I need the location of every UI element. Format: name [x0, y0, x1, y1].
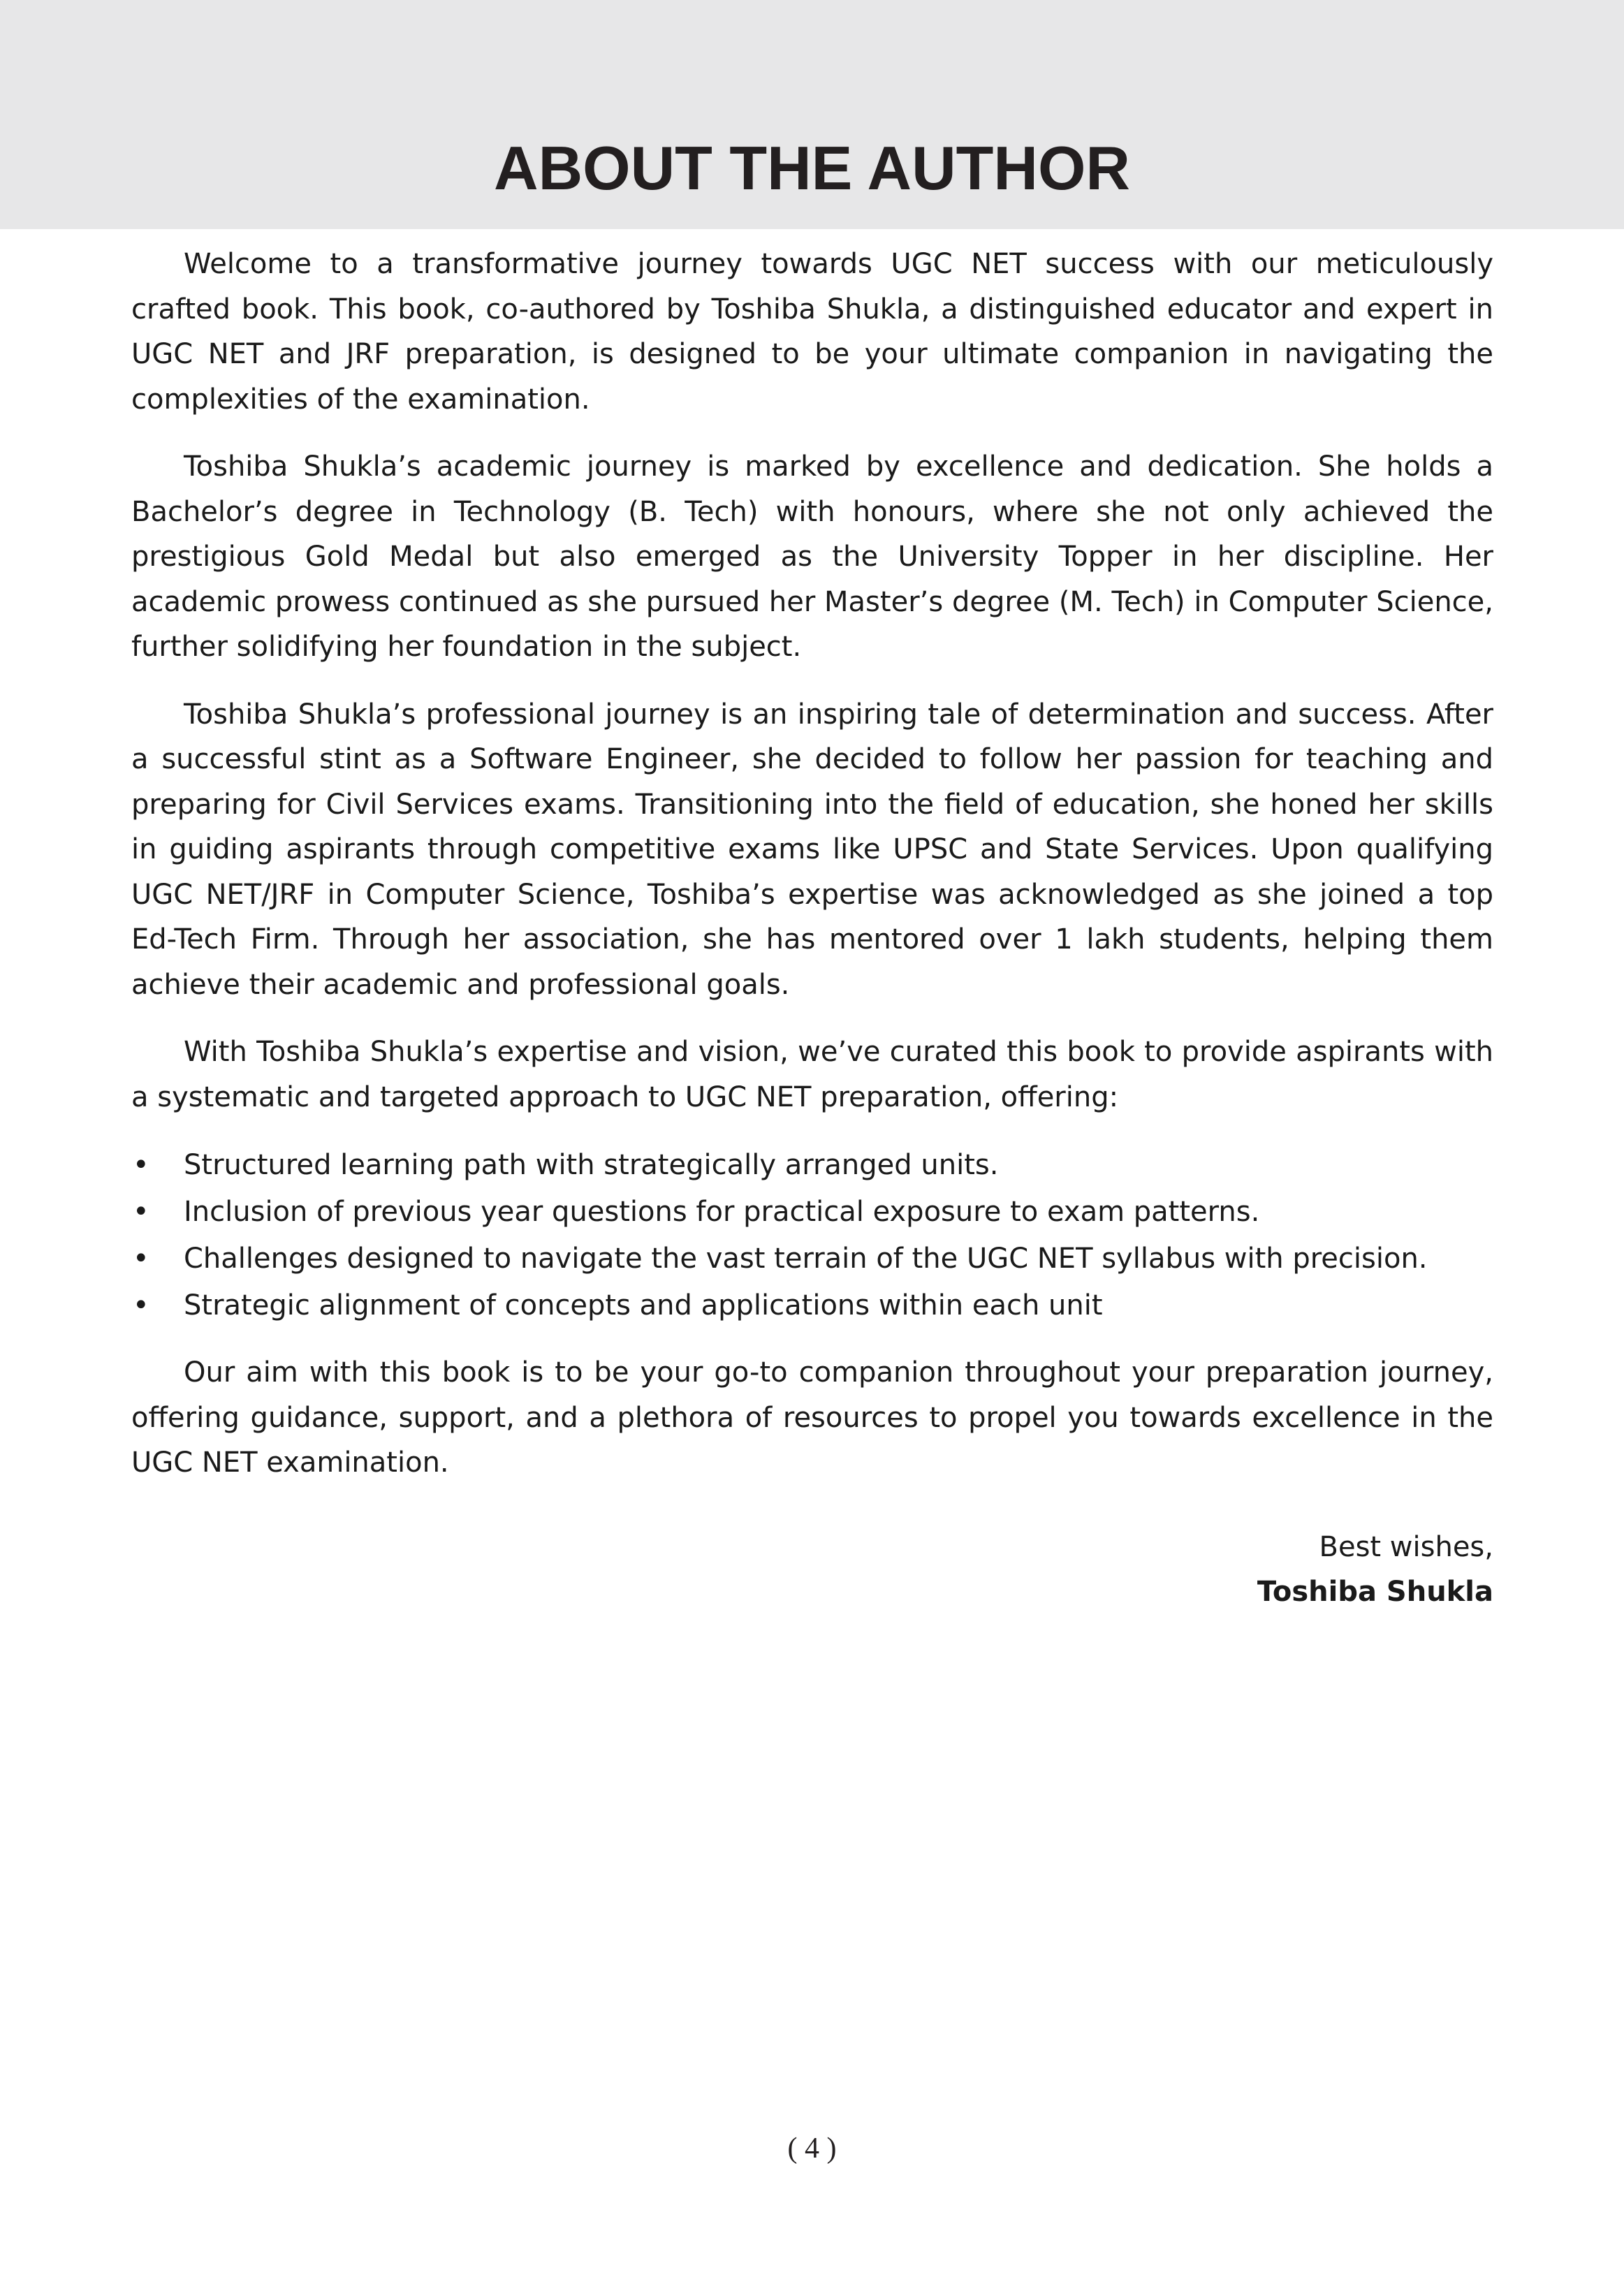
list-item	[131, 1236, 1493, 1282]
closing-paragraph: Our aim with this book is to be your go-to companion throughout your preparation journey, offering guidance, support, and a plethora of resources to propel you towards excellence in the UGC NET examination.	[131, 1356, 1493, 1479]
list-item-text: Challenges designed to navigate the vast terrain of the UGC NET syllabus with precision.	[184, 1243, 1428, 1275]
bullet-icon: •	[133, 1196, 149, 1228]
academic-paragraph: Toshiba Shukla’s academic journey is marked by excellence and dedication. She holds a Bachelor’s degree in Technology (B. Tech) with honours, where she not only achieved the prestigious Gold Medal but also emerged as the University Topper in her discipline. Her academic prowess continued as she pursued her Master’s degree (M. Tech) in Computer Science, further solidifying her foundation in the subject.	[131, 451, 1493, 663]
bullet-icon: •	[133, 1149, 149, 1181]
offering-paragraph: With Toshiba Shukla’s expertise and vision, we’ve curated this book to provide aspirants with a systematic and targeted approach to UGC NET preparation, offering:	[131, 1036, 1493, 1113]
page-content	[131, 242, 1493, 1614]
page-number: ( 4 )	[787, 2132, 837, 2165]
signoff	[131, 1525, 1493, 1614]
list-item-text: Structured learning path with strategically arranged units.	[184, 1149, 999, 1181]
bullet-icon: •	[133, 1243, 149, 1275]
signoff-greeting: Best wishes,	[1319, 1530, 1493, 1563]
list-item	[131, 1282, 1493, 1329]
offering-list	[131, 1142, 1493, 1329]
list-item-text: Inclusion of previous year questions for practical exposure to exam patterns.	[184, 1196, 1260, 1228]
list-item-text: Strategic alignment of concepts and applications within each unit	[184, 1289, 1103, 1322]
professional-paragraph: Toshiba Shukla’s professional journey is an inspiring tale of determination and success. After a successful stint as a Software Engineer, she decided to follow her passion for teaching and preparing for Civil Services exams. Transitioning into the field of education, she honed her skills in guiding aspirants through competitive exams like UPSC and State Services. Upon qualifying UGC NET/JRF in Computer Science, Toshiba’s expertise was acknowledged as she joined a top Ed-Tech Firm. Through her association, she has mentored over 1 lakh students, helping them achieve their academic and professional goals.	[131, 698, 1493, 1001]
list-item	[131, 1189, 1493, 1236]
bullet-icon: •	[133, 1289, 149, 1322]
author-name: Toshiba Shukla	[1257, 1575, 1493, 1608]
intro-paragraph: Welcome to a transformative journey towards UGC NET success with our meticulously crafted book. This book, co-authored by Toshiba Shukla, a distinguished educator and expert in UGC NET and JRF preparation, is designed to be your ultimate companion in navigating the complexities of the examination.	[131, 248, 1493, 416]
list-item	[131, 1142, 1493, 1189]
page-title: ABOUT THE AUTHOR	[494, 133, 1130, 203]
